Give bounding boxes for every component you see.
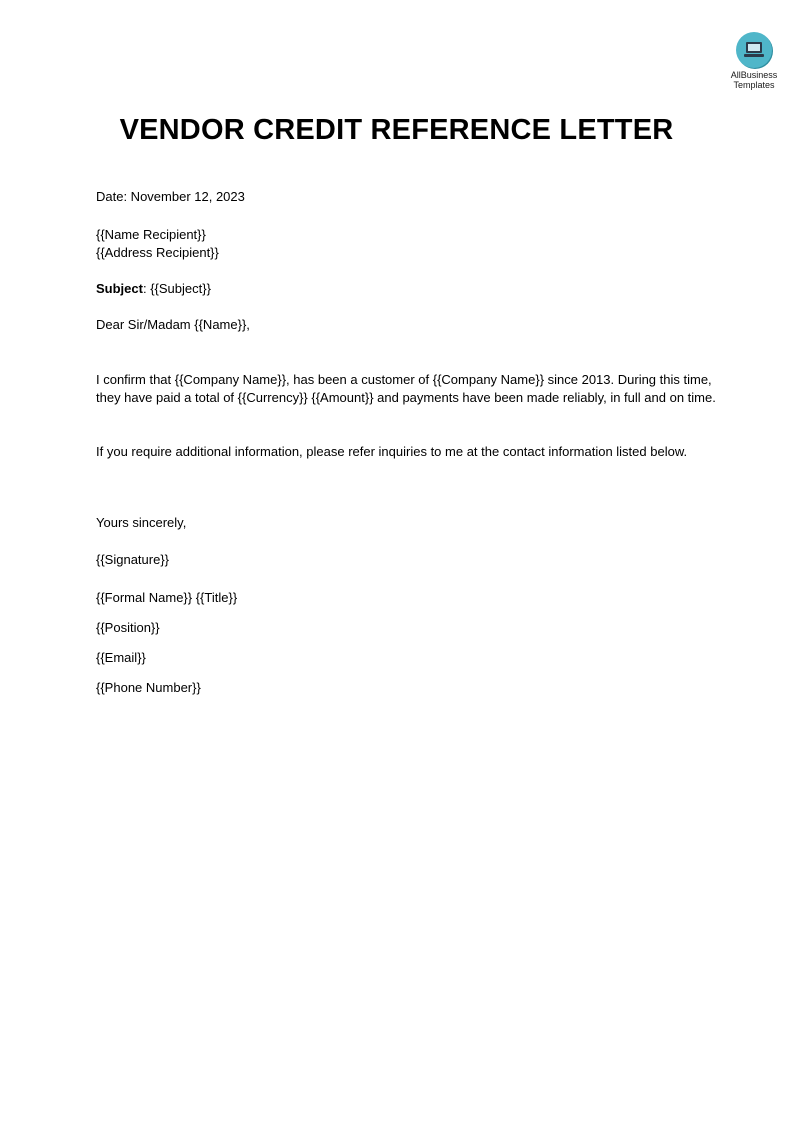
- paragraph-confirmation: I confirm that {{Company Name}}, has been a customer of {{Company Name}} since 2013. During this time, they have paid a total of {{Currency}} {{Amount}} and payments have been made reliably, in full and on time.: [96, 372, 716, 405]
- paragraph-inquiries: If you require additional information, please refer inquiries to me at the contact information listed below.: [96, 444, 688, 459]
- logo-badge: [736, 32, 772, 68]
- contact-email: {{Email}}: [96, 650, 146, 665]
- contact-position: {{Position}}: [96, 620, 160, 635]
- closing: Yours sincerely,: [96, 515, 187, 530]
- contact-phone: {{Phone Number}}: [96, 680, 201, 695]
- recipient-name: {{Name Recipient}}: [96, 227, 206, 242]
- subject-value: : {{Subject}}: [142, 281, 211, 296]
- salutation: Dear Sir/Madam {{Name}},: [96, 317, 250, 332]
- logo-text: [724, 70, 784, 90]
- allbusiness-logo: [724, 32, 784, 90]
- subject-label: Subject: [96, 281, 143, 296]
- logo-line-2: Templates: [733, 80, 775, 90]
- logo-line-1: AllBusiness: [730, 70, 778, 80]
- signature-placeholder: {{Signature}}: [96, 552, 170, 567]
- subject-line: [96, 280, 211, 298]
- date-line: Date: November 12, 2023: [96, 189, 245, 204]
- contact-name-title: {{Formal Name}} {{Title}}: [96, 590, 238, 605]
- laptop-icon: [743, 41, 765, 59]
- document-title: VENDOR CREDIT REFERENCE LETTER: [119, 114, 674, 146]
- recipient-address: {{Address Recipient}}: [96, 245, 219, 260]
